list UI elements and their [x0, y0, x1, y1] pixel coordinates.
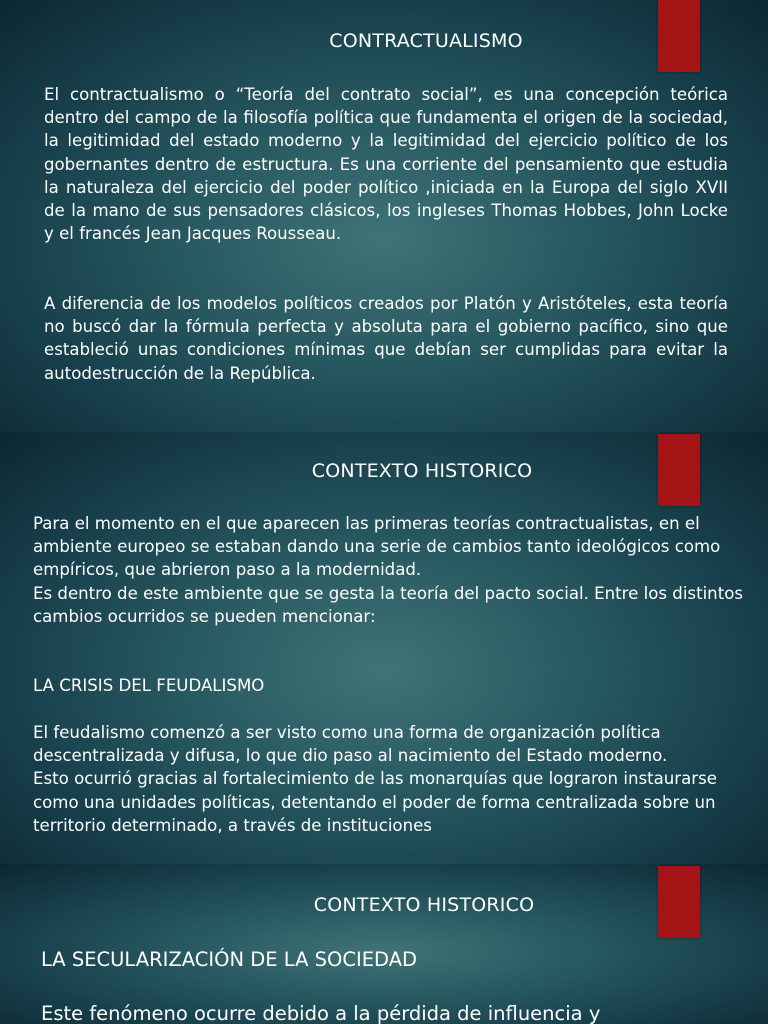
slide-title: CONTRACTUALISMO: [329, 30, 523, 52]
section-heading: LA CRISIS DEL FEUDALISMO: [33, 676, 265, 695]
paragraph: Este fenómeno ocurre debido a la pérdida de influencia y: [41, 1002, 601, 1024]
slide-contexto-historico-2: [0, 864, 768, 1024]
paragraph: El contractualismo o “Teoría del contrato social”, es una concepción teórica dentro del campo de la filosofía política que fundamenta el origen de la sociedad, la legitimidad del estado moderno y la legitimidad del ejercicio político de los gobernantes dentro de estructura. Es una corriente del pensamiento que estudia la naturaleza del ejercicio del poder político ,iniciada en la Europa del siglo XVII de la mano de sus pensadores clásicos, los ingleses Thomas Hobbes, John Locke y el francés Jean Jacques Rousseau.: [44, 85, 728, 244]
slide-title: CONTEXTO HISTORICO: [313, 894, 535, 916]
slide-contractualismo: [0, 0, 768, 432]
slide-contexto-historico: [0, 432, 768, 864]
paragraph: El feudalismo comenzó a ser visto como una forma de organización política descentralizada y difusa, lo que dio paso al nacimiento del Estado moderno. Esto ocurrió gracias al fortalecimiento de las monarquías que lograron instaurarse como una unidades políticas, detentando el poder de forma centralizada sobre un territorio determinado, a través de instituciones: [33, 723, 717, 835]
section-heading: LA SECULARIZACIÓN DE LA SOCIEDAD: [41, 948, 418, 971]
slide-title: CONTEXTO HISTORICO: [311, 460, 533, 482]
paragraph: A diferencia de los modelos políticos creados por Platón y Aristóteles, esta teoría no buscó dar la fórmula perfecta y absoluta para el gobierno pacífico, sino que estableció unas condiciones mínimas que debían ser cumplidas para evitar la autodestrucción de la República.: [44, 294, 728, 383]
paragraph: Para el momento en el que aparecen las primeras teorías contractualistas, en el ambiente europeo se estaban dando una serie de cambios tanto ideológicos como empíricos, que abrieron paso a la modernidad. Es dentro de este ambiente que se gesta la teoría del pacto social. Entre los distintos cambios ocurridos se pueden mencionar:: [33, 514, 744, 626]
